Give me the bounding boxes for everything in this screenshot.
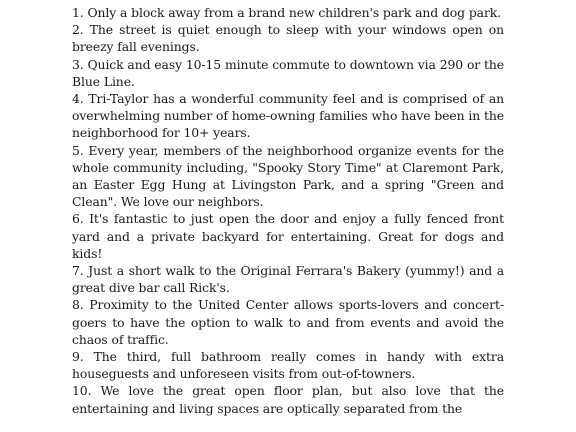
reasons-list	[72, 4, 504, 417]
list-item-8: 8. Proximity to the United Center allows sports-lovers and concert-goers to have the option to walk to and from events and avoid the chaos of traffic.	[72, 297, 504, 347]
list-item-4: 4. Tri-Taylor has a wonderful community feel and is comprised of an overwhelming number of home-owning families who have been in the neighborhood for 10+ years.	[72, 91, 504, 141]
list-item-5: 5. Every year, members of the neighborhood organize events for the whole community including, "Spooky Story Time" at Claremont Park, an Easter Egg Hung at Livingston Park, and a spring "Green and Clean". We love our neighbors.	[72, 142, 504, 210]
list-item-6: 6. It's fantastic to just open the door and enjoy a fully fenced front yard and a private backyard for entertaining. Great for dogs and kids!	[72, 211, 504, 261]
list-item-3: 3. Quick and easy 10-15 minute commute to downtown via 290 or the Blue Line.	[72, 56, 504, 89]
list-item-7: 7. Just a short walk to the Original Ferrara's Bakery (yummy!) and a great dive bar call Rick's.	[72, 263, 504, 296]
list-item-10: 10. We love the great open floor plan, but also love that the entertaining and living spaces are optically separated from the	[72, 383, 504, 416]
list-item-2: 2. The street is quiet enough to sleep with your windows open on breezy fall evenings.	[72, 22, 504, 55]
list-item-9: 9. The third, full bathroom really comes in handy with extra houseguests and unforeseen visits from out-of-towners.	[72, 349, 504, 382]
list-item-1: 1. Only a block away from a brand new children's park and dog park.	[72, 5, 502, 20]
